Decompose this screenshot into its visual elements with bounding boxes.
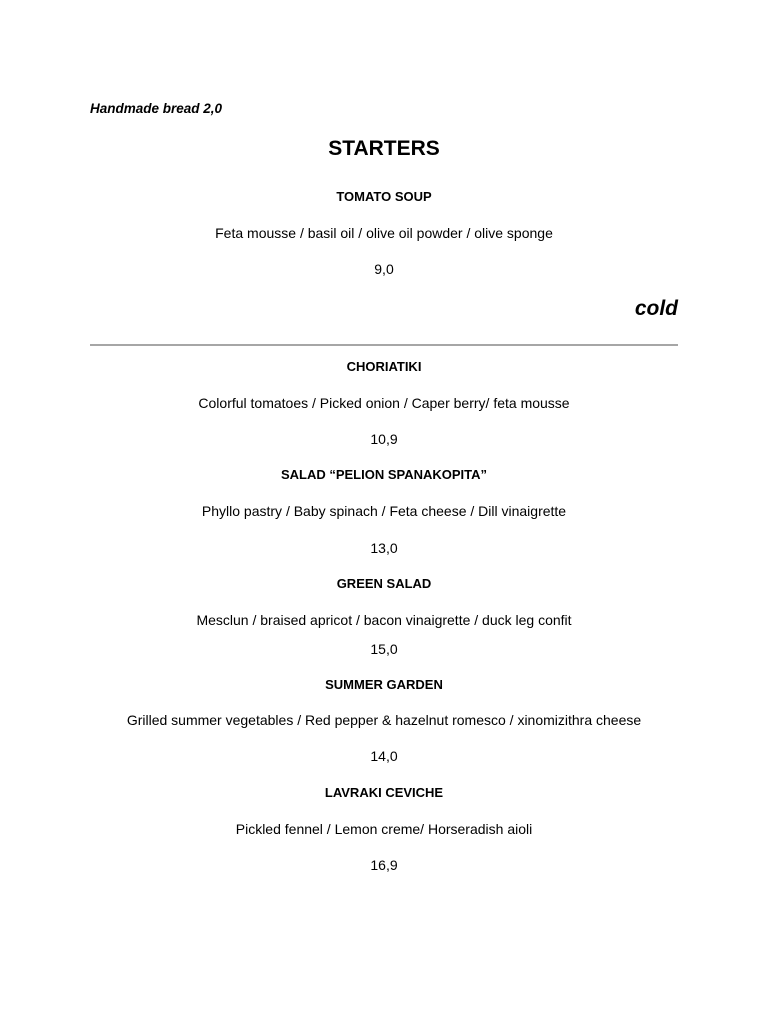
dish-price-green-salad: 15,0: [370, 641, 398, 657]
dish-name-green-salad: GREEN SALAD: [336, 576, 432, 591]
dish-price-tomato-soup: 9,0: [374, 261, 394, 277]
section-divider: [90, 344, 678, 346]
dish-name-choriatiki: CHORIATIKI: [346, 359, 422, 374]
dish-description-tomato-soup: Feta mousse / basil oil / olive oil powder / olive sponge: [215, 225, 553, 241]
dish-price-pelion-spanakopita: 13,0: [370, 540, 398, 556]
dish-name-summer-garden: SUMMER GARDEN: [325, 677, 443, 692]
subsection-title-cold: cold: [634, 297, 678, 320]
dish-description-green-salad: Mesclun / braised apricot / bacon vinaigrette / duck leg confit: [196, 612, 572, 628]
bread-note: Handmade bread 2,0: [90, 101, 223, 116]
dish-price-choriatiki: 10,9: [370, 431, 398, 447]
dish-name-tomato-soup: TOMATO SOUP: [336, 189, 432, 204]
section-title-starters: STARTERS: [328, 137, 440, 160]
dish-description-pelion-spanakopita: Phyllo pastry / Baby spinach / Feta cheese / Dill vinaigrette: [201, 503, 567, 519]
dish-name-lavraki-ceviche: LAVRAKI CEVICHE: [324, 785, 444, 800]
dish-price-lavraki-ceviche: 16,9: [370, 857, 398, 873]
dish-description-summer-garden: Grilled summer vegetables / Red pepper & hazelnut romesco / xinomizithra cheese: [126, 712, 642, 728]
dish-name-pelion-spanakopita: SALAD “PELION SPANAKOPITA”: [280, 467, 488, 482]
dish-description-lavraki-ceviche: Pickled fennel / Lemon creme/ Horseradish aioli: [235, 821, 533, 837]
dish-description-choriatiki: Colorful tomatoes / Picked onion / Caper berry/ feta mousse: [198, 395, 570, 411]
dish-price-summer-garden: 14,0: [370, 748, 398, 764]
